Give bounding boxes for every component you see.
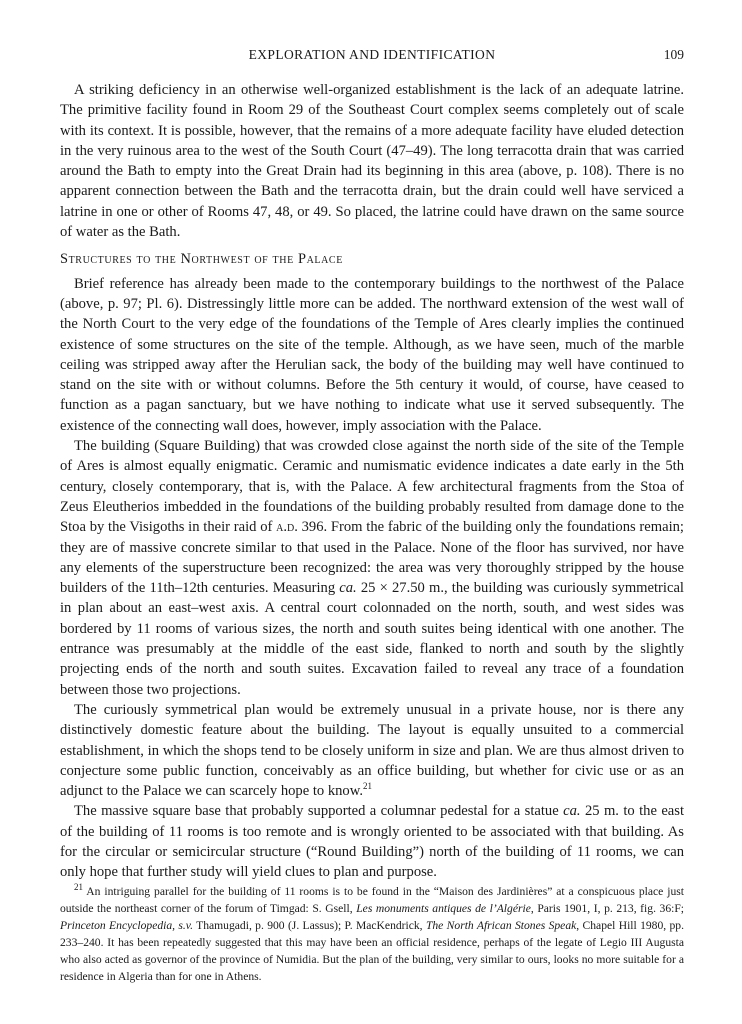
running-head: EXPLORATION AND IDENTIFICATION (248, 47, 496, 62)
page-number: 109 (663, 47, 684, 62)
circa-abbreviation: ca. (339, 580, 357, 597)
paragraph-square-building: The building (Square Building) that was crowded close against the north side of the site of the Temple of Ares is almost equally enigmatic. Ceramic and numismatic evidence indicates a date early in the 5th century, closely contemporary, that is, with the Palace. A few architectural fragments from the Stoa of Zeus Eleutherios imbedded in the foundations of the building probably resulted from damage done to the Stoa by the Visigoths in their raid of a.d. 396. From the fabric of the building only the foundations remain; they are of massive concrete similar to that used in the Palace. None of the floor has survived, nor have any elements of the superstructure been recognized: the area was very thoroughly stripped by the house builders of the 11th–12th centuries. Measuring ca. 25 × 27.50 m., the building was curiously symmetrical in plan about an east–west axis. A central court colonnaded on the north, south, and west sides was bordered by 11 rooms of various sizes, the north and south suites being identical with one another. The entrance was presumably at the middle of the east side, flanked to north and south by the slightly projecting ends of the north and south suites. Excavation failed to reveal any trace of a foundation between those two projections. (60, 438, 684, 698)
era-abbreviation: a.d. (276, 519, 298, 536)
footnote-reference: 21 (362, 781, 372, 792)
paragraph-symmetrical-plan: The curiously symmetrical plan would be extremely unusual in a private house, nor is there any distinctively domestic feature about the building. The layout is equally unsuited to a commercial establishment, in which the shops tend to be closely uniform in size and plan. We are thus almost driven to conjecture some public function, conceivably as an office building, but whether for civic use or as an adjunct to the Palace we can scarcely hope to know.$^{21}$ (60, 701, 684, 800)
footnote-21: $^{21}$ An intriguing parallel for the building of 11 rooms is to be found in the “Maison des Jardinières” at a conspicuous place just outside the northeast corner of the forum of Timgad: S. Gsell, Les monuments antiques de l’Algérie, Paris 1901, I, p. 213, fig. 36:F; Princeton Encyclopedia, s.v. Thamugadi, p. 900 (J. Lassus); P. MacKendrick, The North African Stones Speak, Chapel Hill 1980, pp. 233–240. It has been repeatedly suggested that this may have been an official residence, perhaps of the legate of Legio III Augusta who also acted as governor of the province of Numidia. But the plan of the building, very similar to ours, looks no more suitable for a residence in Algeria than for one in Athens. (60, 881, 685, 983)
circa-abbreviation: ca. (563, 803, 581, 820)
page-header (60, 47, 684, 67)
footnote-number: 21 (74, 881, 83, 892)
section-heading: Structures to the Northwest of the Palace (60, 251, 343, 268)
paragraph-latrine: A striking deficiency in an otherwise well-organized establishment is the lack of an adequate latrine. The primitive facility found in Room 29 of the Southeast Court complex seems completely out of scale with its context. It is possible, however, that the remains of a more adequate facility have eluded detection in the very ruinous area to the west of the South Court (47–49). The long terracotta drain that was carried around the Bath to empty into the Great Drain had its beginning in this area (above, p. 108). There is no apparent connection between the Bath and the terracotta drain, but the drain could well have serviced a latrine in one or other of Rooms 47, 48, or 49. So placed, the latrine could have drawn on the same source of water as the Bath. (60, 82, 684, 241)
paragraph-square-base: The massive square base that probably supported a columnar pedestal for a statue ca. 25 m. to the east of the building of 11 rooms is too remote and is wrongly oriented to be associated with that building. As for the circular or semicircular structure (“Round Building”) north of the building of 11 rooms, we can only hope that further study will yield clues to plan and purpose. (60, 803, 685, 881)
body-text (60, 80, 684, 985)
paragraph-temple-of-ares: Brief reference has already been made to the contemporary buildings to the northwest of the Palace (above, p. 97; Pl. 6). Distressingly little more can be added. The northward extension of the west wall of the North Court to the very edge of the foundations of the Temple of Ares clearly implies the continued existence of some structures on the site of the temple. Although, as we have seen, much of the marble ceiling was stripped away after the Herulian sack, the body of the building may well have continued to stand on the site with or without columns. Before the 5th century it would, of course, have ceased to function as a pagan sanctuary, but we have nothing to indicate what use it served subsequently. The existence of the connecting wall does, however, imply association with the Palace. (60, 275, 684, 434)
